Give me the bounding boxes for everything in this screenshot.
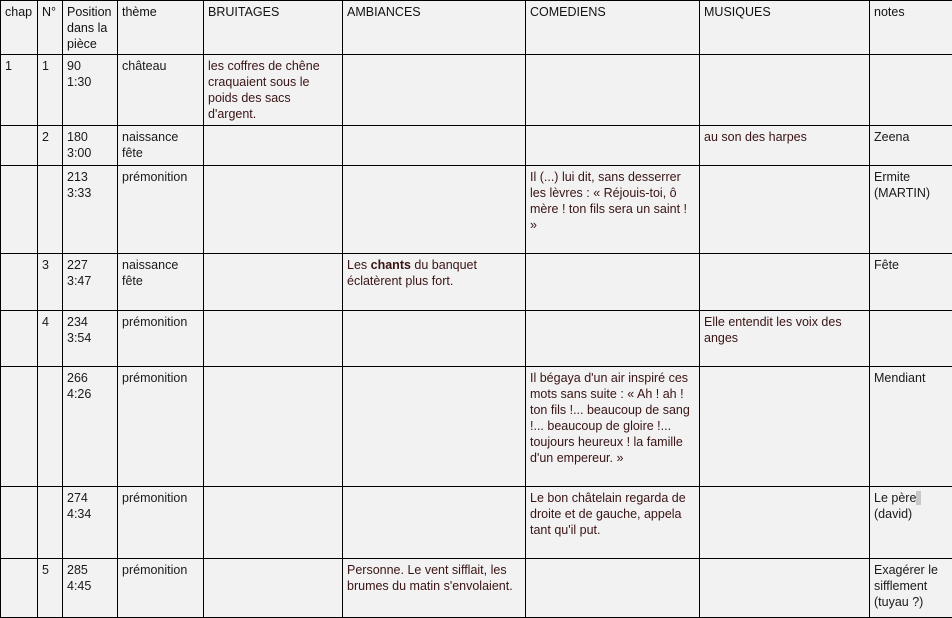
cell-theme: château — [118, 55, 204, 126]
header-comediens: COMEDIENS — [526, 1, 700, 55]
cell-position: 234 3:54 — [63, 311, 118, 367]
cell-num — [38, 487, 63, 559]
cell-comediens — [526, 559, 700, 618]
table-row — [1, 254, 952, 311]
cell-num: 5 — [38, 559, 63, 618]
cell-theme: prémonition — [118, 311, 204, 367]
cell-ambiances — [343, 311, 526, 367]
cell-ambiances — [343, 487, 526, 559]
cell-chap — [1, 367, 38, 487]
cell-bruitages — [204, 559, 343, 618]
cell-chap — [1, 487, 38, 559]
table-row — [1, 487, 952, 559]
cell-comediens — [526, 55, 700, 126]
cell-musiques: Elle entendit les voix des anges — [700, 311, 870, 367]
cell-bruitages — [204, 367, 343, 487]
cell-notes: Ermite (MARTIN) — [870, 166, 952, 254]
header-notes: notes — [870, 1, 952, 55]
cell-chap — [1, 311, 38, 367]
cell-notes — [870, 55, 952, 126]
cell-bruitages: les coffres de chêne craquaient sous le poids des sacs d'argent. — [204, 55, 343, 126]
cell-musiques — [700, 367, 870, 487]
cell-num — [38, 367, 63, 487]
cell-musiques — [700, 55, 870, 126]
cell-bruitages — [204, 166, 343, 254]
cell-musiques — [700, 254, 870, 311]
cell-ambiances — [343, 55, 526, 126]
cell-comediens: Le bon châtelain regarda de droite et de gauche, appela tant qu'il put. — [526, 487, 700, 559]
cell-musiques — [700, 487, 870, 559]
cell-notes: Zeena — [870, 126, 952, 166]
cell-ambiances — [343, 126, 526, 166]
bold-word: chants — [371, 258, 411, 272]
cell-notes: Le père (david) — [870, 487, 952, 559]
cell-bruitages — [204, 126, 343, 166]
cell-position: 266 4:26 — [63, 367, 118, 487]
cell-theme: naissance fête — [118, 126, 204, 166]
cell-bruitages — [204, 487, 343, 559]
cell-theme: naissance fête — [118, 254, 204, 311]
cell-num: 4 — [38, 311, 63, 367]
cell-theme: prémonition — [118, 487, 204, 559]
table-row — [1, 166, 952, 254]
header-position: Position dans la pièce — [63, 1, 118, 55]
cell-num: 1 — [38, 55, 63, 126]
cell-position: 213 3:33 — [63, 166, 118, 254]
cell-theme: prémonition — [118, 166, 204, 254]
cell-comediens: Il bégaya d'un air inspiré ces mots sans suite : « Ah ! ah ! ton fils !... beaucoup de sang !... beaucoup de gloire !... toujours heureux ! la famille d'un empereur. » — [526, 367, 700, 487]
cell-musiques — [700, 166, 870, 254]
cell-ambiances: Les chants du banquet éclatèrent plus fort. — [343, 254, 526, 311]
table-row — [1, 559, 952, 618]
cell-ambiances: Personne. Le vent sifflait, les brumes du matin s'envolaient. — [343, 559, 526, 618]
cell-chap — [1, 254, 38, 311]
header-musiques: MUSIQUES — [700, 1, 870, 55]
cell-num: 3 — [38, 254, 63, 311]
cell-notes: Mendiant — [870, 367, 952, 487]
cell-position: 274 4:34 — [63, 487, 118, 559]
text-cursor-highlight — [916, 491, 920, 505]
cell-comediens — [526, 126, 700, 166]
cell-notes: Exagérer le sifflement (tuyau ?) — [870, 559, 952, 618]
header-chap: chap — [1, 1, 38, 55]
cell-bruitages — [204, 311, 343, 367]
cell-comediens: Il (...) lui dit, sans desserrer les lèvres : « Réjouis-toi, ô mère ! ton fils sera un saint ! » — [526, 166, 700, 254]
cell-chap — [1, 559, 38, 618]
cell-comediens — [526, 311, 700, 367]
cell-theme: prémonition — [118, 367, 204, 487]
table-row — [1, 126, 952, 166]
cell-ambiances — [343, 367, 526, 487]
cell-comediens — [526, 254, 700, 311]
header-num: N° — [38, 1, 63, 55]
cell-notes: Fête — [870, 254, 952, 311]
cell-chap: 1 — [1, 55, 38, 126]
cell-chap — [1, 166, 38, 254]
cell-num — [38, 166, 63, 254]
cell-notes — [870, 311, 952, 367]
cell-musiques — [700, 559, 870, 618]
cell-position: 90 1:30 — [63, 55, 118, 126]
cell-musiques: au son des harpes — [700, 126, 870, 166]
header-theme: thème — [118, 1, 204, 55]
header-row — [1, 1, 952, 55]
table-row — [1, 311, 952, 367]
cell-bruitages — [204, 254, 343, 311]
header-bruitages: BRUITAGES — [204, 1, 343, 55]
cell-position: 180 3:00 — [63, 126, 118, 166]
cell-chap — [1, 126, 38, 166]
table-row — [1, 55, 952, 126]
table-row — [1, 367, 952, 487]
cell-num: 2 — [38, 126, 63, 166]
cell-ambiances — [343, 166, 526, 254]
cell-theme: prémonition — [118, 559, 204, 618]
cell-position: 227 3:47 — [63, 254, 118, 311]
header-ambiances: AMBIANCES — [343, 1, 526, 55]
cell-position: 285 4:45 — [63, 559, 118, 618]
